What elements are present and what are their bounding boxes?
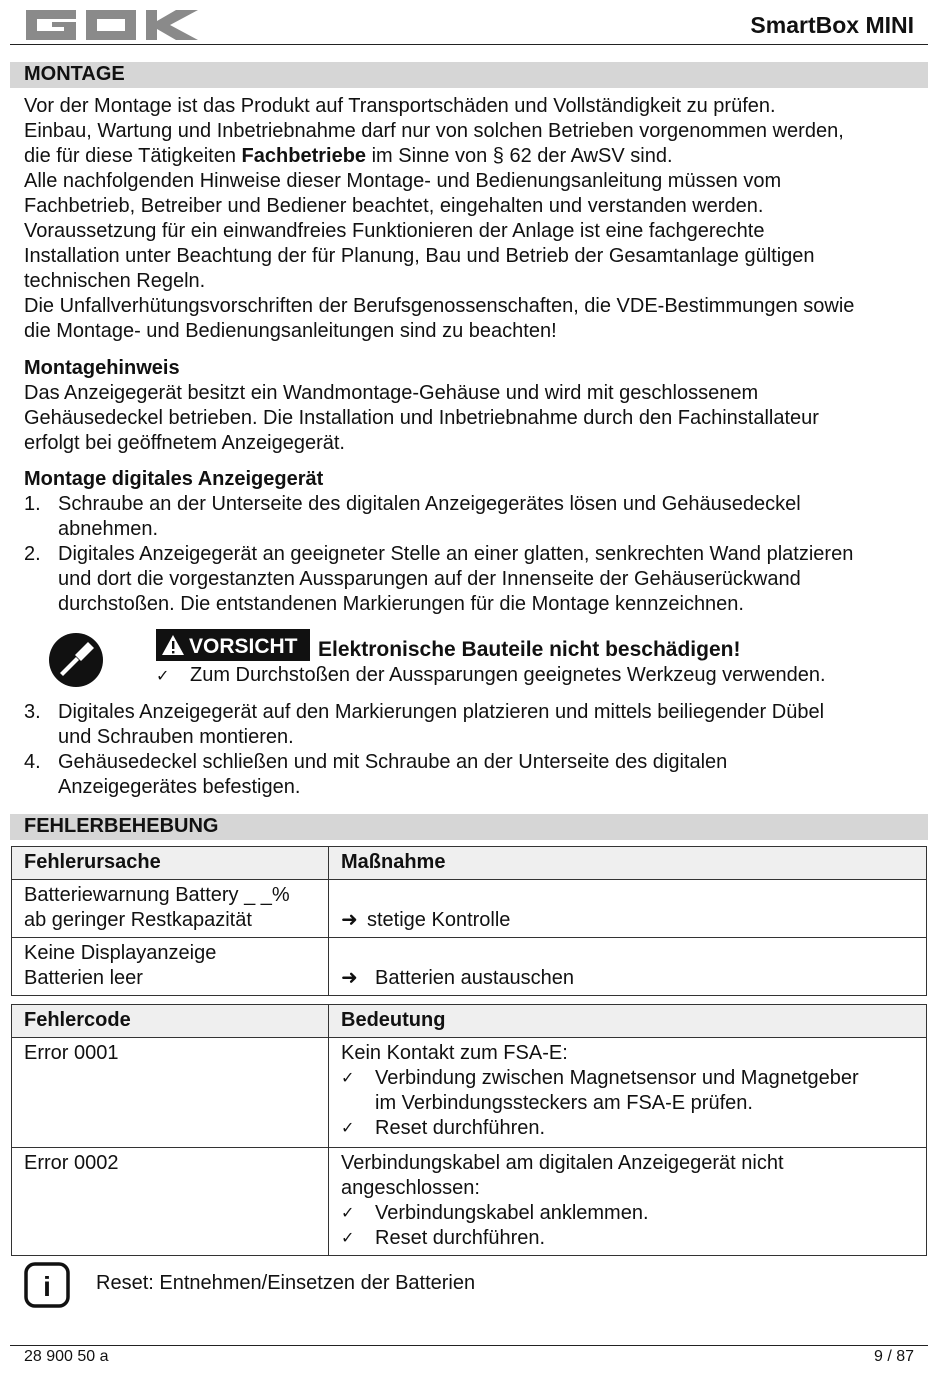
step-number: 4. [24,751,41,773]
emphasis-fachbetriebe: Fachbetriebe [241,145,367,167]
info-icon-letter: i [43,1271,51,1302]
document-number: 28 900 50 a [24,1348,109,1365]
meaning-cell: Verbindungskabel am digitalen Anzeigegerät nicht angeschlossen: ✓ Verbindungskabel anklemmen. ✓ Reset durchführen. [329,1148,927,1256]
check-icon: ✓ [341,1205,355,1222]
text-line: Alle nachfolgenden Hinweise dieser Montage- und Bedienungsanleitung müssen vom [24,170,782,192]
column-header-massnahme: Maßnahme [329,847,927,880]
error-code-cell: Error 0002 [12,1148,329,1256]
montage-steps-3-4 [24,700,926,800]
vorsicht-badge [156,629,310,661]
step-number: 1. [24,493,41,515]
column-header-fehlercode: Fehlercode [12,1005,329,1038]
check-item: ✓ Verbindung zwischen Magnetsensor und Magnetgeber im Verbindungssteckers am FSA-E prüfen. [341,1067,859,1114]
montage-intro [24,94,926,344]
section-heading-text: FEHLERBEHEBUNG [24,815,219,837]
arrow-right-icon: ➜ [341,909,358,931]
text-line: die für diese Tätigkeiten Fachbetriebe im Sinne von § 62 der AwSV sind. [24,145,673,167]
column-header-fehlerursache: Fehlerursache [12,847,329,880]
text-line: Die Unfallverhütungsvorschriften der Berufsgenossenschaften, die VDE-Bestimmungen sowie [24,295,855,317]
check-icon: ✓ [341,1230,355,1247]
document-title: SmartBox MINI [750,12,914,38]
text-line: Das Anzeigegerät besitzt ein Wandmontage-Gehäuse und wird mit geschlossenem [24,382,759,404]
text-line: die Montage- und Bedienungsanleitungen sind zu beachten! [24,320,557,342]
header-divider [10,44,928,45]
error-code-cell: Error 0001 [12,1038,329,1148]
text-line: erfolgt bei geöffnetem Anzeigegerät. [24,432,345,454]
text-line: technischen Regeln. [24,270,206,292]
gok-logo [24,8,200,42]
screwdriver-icon [48,632,104,688]
info-icon [24,1262,70,1308]
warning-title: Elektronische Bauteile nicht beschädigen! [318,638,741,661]
section-heading-text: MONTAGE [24,63,125,85]
check-icon: ✓ [156,668,170,685]
table-row [12,880,927,938]
error-code-table [11,1004,927,1256]
footer-divider [10,1345,928,1346]
text-line: Installation unter Beachtung der für Planung, Bau und Betrieb der Gesamtanlage gültigen [24,245,815,267]
fault-cause-table [11,846,927,996]
cause-cell: Keine Displayanzeige Batterien leer [12,938,329,996]
montage-digital-heading: Montage digitales Anzeigegerät [24,468,324,490]
meaning-cell: Kein Kontakt zum FSA-E: ✓ Verbindung zwischen Magnetsensor und Magnetgeber im Verbindungssteckers am FSA-E prüfen. ✓ Reset durchführen. [329,1038,927,1148]
section-heading-fehlerbehebung [10,814,928,840]
text-line: Einbau, Wartung und Inbetriebnahme darf nur von solchen Betrieben vorgenommen werden, [24,120,844,142]
table-row [12,1038,927,1148]
montagehinweis-heading: Montagehinweis [24,357,180,379]
column-header-bedeutung: Bedeutung [329,1005,927,1038]
vorsicht-label: VORSICHT [189,635,298,658]
list-item: 3. Digitales Anzeigegerät auf den Markierungen platzieren und mittels beiliegender Dübel und Schrauben montieren. [24,701,825,748]
list-item: 1. Schraube an der Unterseite des digitalen Anzeigegerätes lösen und Gehäusedeckel abnehmen. [24,493,801,540]
montage-steps-1-2 [24,492,926,617]
page-number: 9 / 87 [873,1348,914,1365]
warning-instruction: ✓ Zum Durchstoßen der Aussparungen geeignetes Werkzeug verwenden. [156,663,826,689]
section-heading-montage [10,62,928,88]
arrow-right-icon: ➜ [341,967,358,989]
cause-cell: Batteriewarnung Battery _ _% ab geringer Restkapazität [12,880,329,938]
step-number: 3. [24,701,41,723]
check-item: ✓ Verbindungskabel anklemmen. [341,1202,649,1224]
montagehinweis-text [24,381,926,456]
check-icon: ✓ [341,1120,355,1137]
table-row [12,938,927,996]
text-line: Fachbetrieb, Betreiber und Bediener beachtet, eingehalten und verstanden werden. [24,195,764,217]
list-item: 2. Digitales Anzeigegerät an geeigneter Stelle an einer glatten, senkrechten Wand platzieren und dort die vorgestanzten Aussparungen auf der Innenseite der Gehäuserückwand durchstoßen. Die entstandenen Markierungen für die Montage kennzeichnen. [24,543,854,615]
text-line: Gehäusedeckel betrieben. Die Installation und Inbetriebnahme durch den Fachinstallateur [24,407,819,429]
text-line: Vor der Montage ist das Produkt auf Transportschäden und Vollständigkeit zu prüfen. [24,95,776,117]
action-cell: ➜ stetige Kontrolle [329,880,927,938]
step-number: 2. [24,543,41,565]
check-icon: ✓ [341,1070,355,1087]
text-line: Voraussetzung für ein einwandfreies Funktionieren der Anlage ist eine fachgerechte [24,220,765,242]
check-item: ✓ Reset durchführen. [341,1227,546,1249]
table-row [12,1148,927,1256]
action-cell: ➜ Batterien austauschen [329,938,927,996]
list-item: 4. Gehäusedeckel schließen und mit Schraube an der Unterseite des digitalen Anzeigegerätes befestigen. [24,751,728,798]
table-header-row [12,1005,927,1038]
table-header-row [12,847,927,880]
info-text: Reset: Entnehmen/Einsetzen der Batterien [96,1272,476,1294]
check-item: ✓ Reset durchführen. [341,1117,546,1139]
